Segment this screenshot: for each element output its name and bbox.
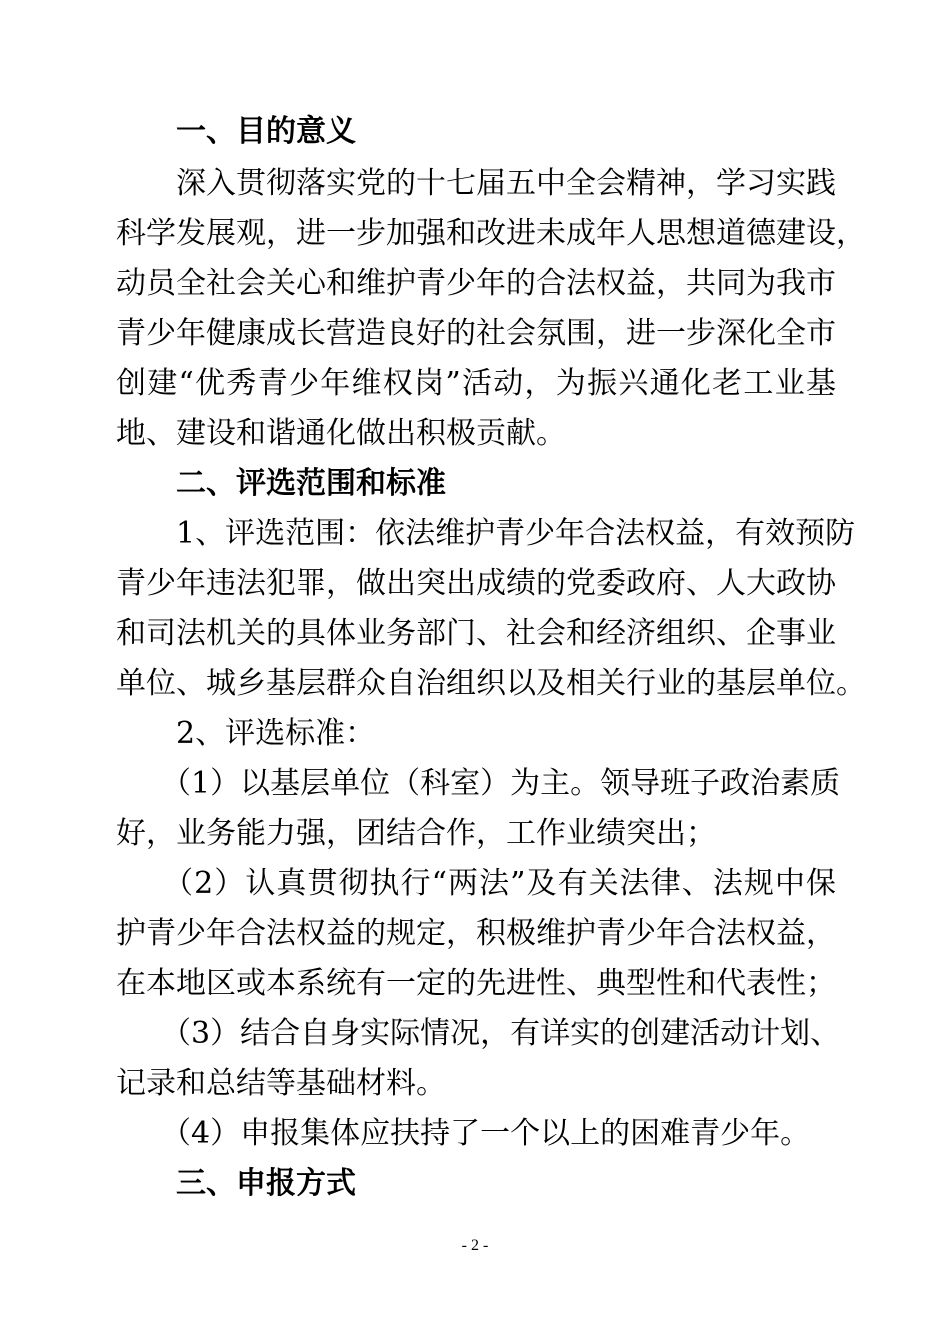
list-item-2: （2）认真贯彻执行“两法”及有关法律、法规中保 [116,866,836,901]
page-number: - 2 - [461,1237,489,1254]
paragraph-line-last: 地、建设和谐通化做出积极贡献。 [116,416,566,451]
subheading-standards: 2、评选标准： [116,716,376,751]
list-item-2-continued: 在本地区或本系统有一定的先进性、典型性和代表性； [116,966,836,1001]
paragraph-line: 青少年健康成长营造良好的社会氛围，进一步深化全市 [116,316,836,351]
list-item-3: （3）结合自身实际情况，有详实的创建活动计划、 [116,1016,841,1051]
paragraph-line: 科学发展观，进一步加强和改进未成年人思想道德建设， [116,216,866,251]
paragraph-line-last: 单位、城乡基层群众自治组织以及相关行业的基层单位。 [116,666,866,701]
paragraph-line: 动员全社会关心和维护青少年的合法权益，共同为我市 [116,266,836,301]
paragraph-line: 创建“优秀青少年维权岗”活动，为振兴通化老工业基 [116,366,836,401]
section-heading-scope-standards: 二、评选范围和标准 [116,466,446,501]
paragraph-line: 1、评选范围：依法维护青少年合法权益，有效预防 [116,516,856,551]
section-heading-purpose: 一、目的意义 [116,114,356,149]
list-item-1: （1）以基层单位（科室）为主。领导班子政治素质 [116,766,841,801]
paragraph-line: 青少年违法犯罪，做出突出成绩的党委政府、人大政协 [116,566,836,601]
list-item-4: （4）申报集体应扶持了一个以上的困难青少年。 [116,1116,811,1151]
list-item-2-continued: 护青少年合法权益的规定，积极维护青少年合法权益， [116,916,836,951]
paragraph-line: 深入贯彻落实党的十七届五中全会精神，学习实践 [116,166,836,201]
section-heading-application: 三、申报方式 [116,1166,356,1201]
list-item-3-continued: 记录和总结等基础材料。 [116,1066,446,1101]
paragraph-line: 和司法机关的具体业务部门、社会和经济组织、企事业 [116,616,836,651]
list-item-1-continued: 好，业务能力强，团结合作，工作业绩突出； [116,816,716,851]
